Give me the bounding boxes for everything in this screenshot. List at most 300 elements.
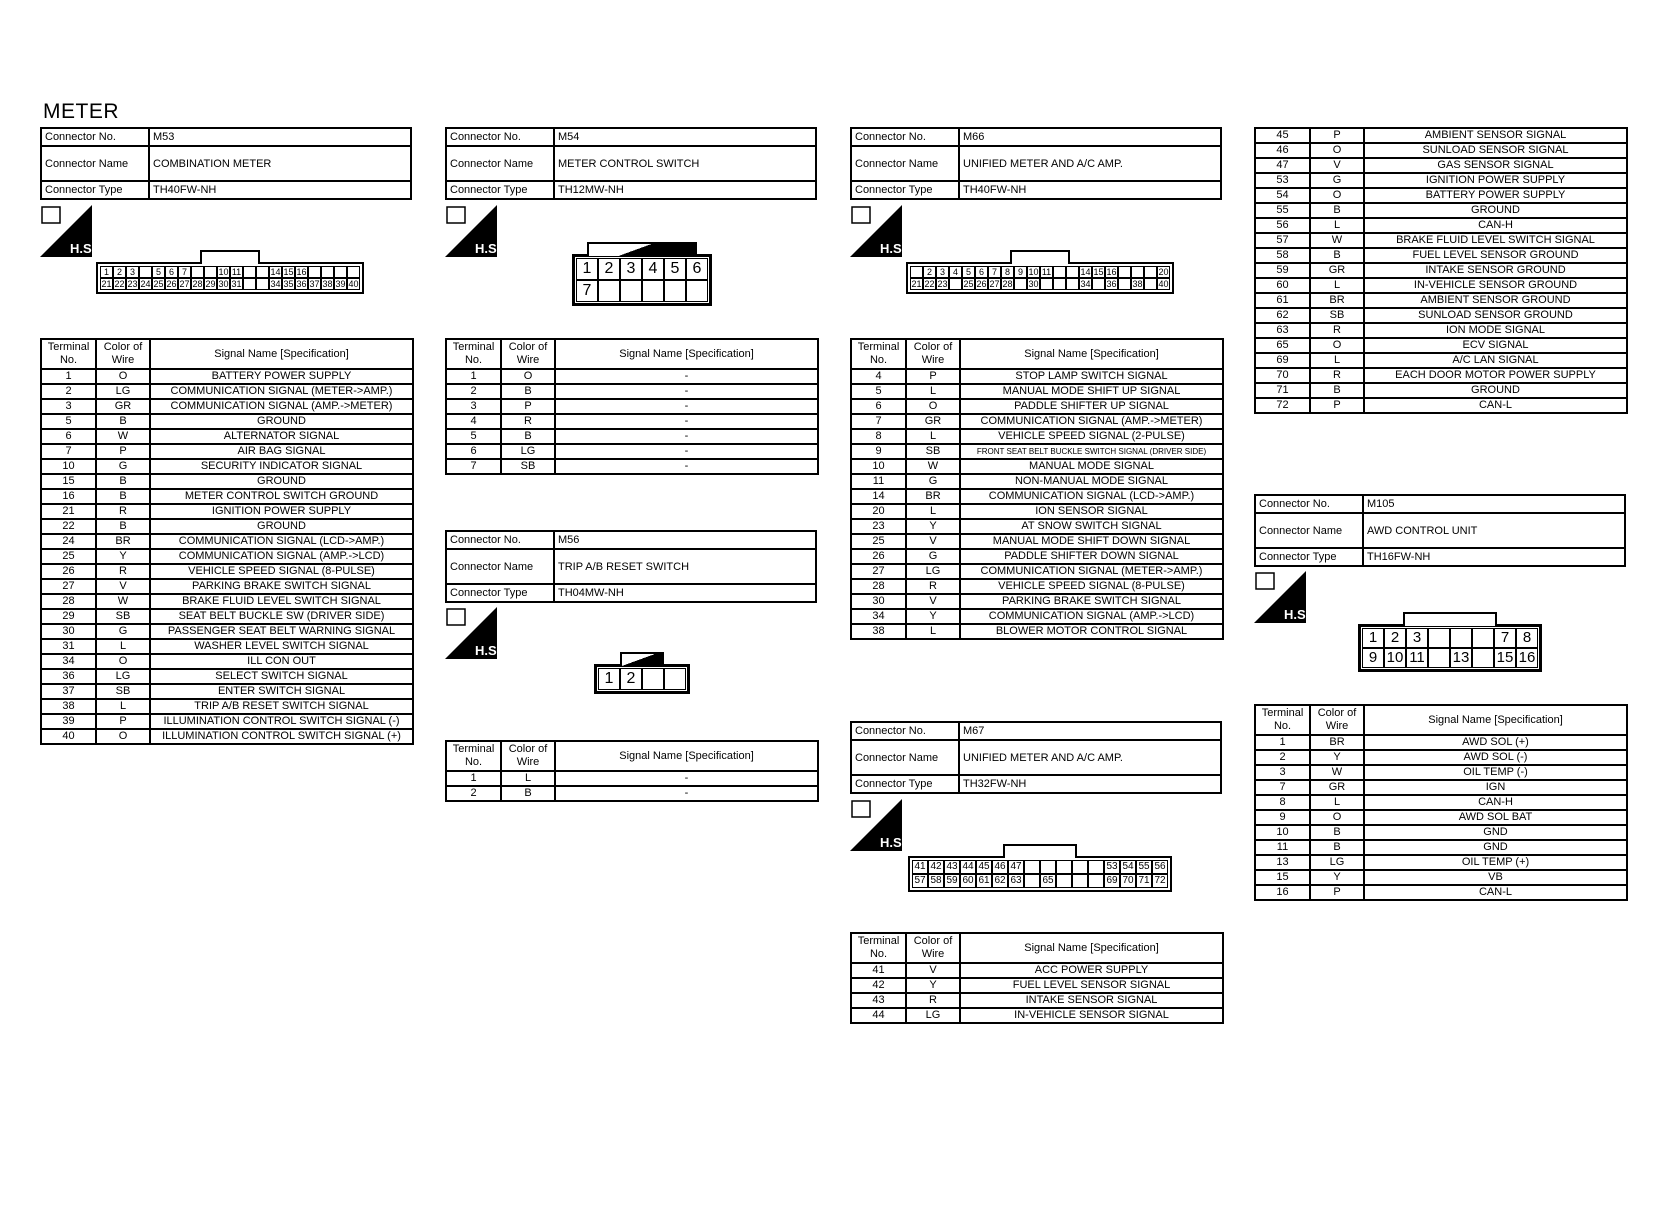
connector-pin: 34	[1080, 279, 1091, 289]
conn-type-value: TH12MW-NH	[554, 181, 816, 199]
connector-pin: 27	[989, 279, 1000, 289]
table-row	[41, 459, 413, 474]
connector-latch	[1003, 844, 1077, 858]
color-cell: B	[1310, 840, 1364, 855]
signal-cell: SECURITY INDICATOR SIGNAL	[150, 459, 413, 474]
color-cell: B	[96, 474, 150, 489]
terminal-cell: 22	[41, 519, 96, 534]
connector-pin: 15	[1093, 267, 1104, 277]
connector-pin: 23	[937, 279, 948, 289]
signal-cell: ILL CON OUT	[150, 654, 413, 669]
connector-pin	[949, 278, 962, 290]
connector-pin	[308, 266, 321, 278]
table-row	[41, 699, 413, 714]
m105-connector-diagram	[1356, 598, 1550, 676]
conn-no-label: Connector No.	[446, 128, 554, 146]
conn-type-label: Connector Type	[446, 181, 554, 199]
connector-pin: 5	[152, 266, 165, 278]
terminal-cell: 26	[41, 564, 96, 579]
terminal-cell: 10	[1255, 825, 1310, 840]
connector-pin: 59	[944, 874, 960, 888]
signal-cell: FRONT SEAT BELT BUCKLE SWITCH SIGNAL (DRIVER SIDE)	[960, 444, 1223, 459]
terminal-cell: 26	[851, 549, 906, 564]
color-cell: SB	[1310, 308, 1364, 323]
signal-cell: A/C LAN SIGNAL	[1364, 353, 1627, 368]
signal-cell: ENTER SWITCH SIGNAL	[150, 684, 413, 699]
signal-cell: IGN	[1364, 780, 1627, 795]
table-row	[851, 1008, 1223, 1023]
connector-pin	[664, 668, 686, 690]
connector-pin: 54	[1120, 860, 1136, 874]
table-row	[1255, 765, 1627, 780]
m66-connector-info	[850, 127, 1222, 200]
signal-cell: COMMUNICATION SIGNAL (LCD->AMP.)	[960, 489, 1223, 504]
connector-pin: 7	[988, 266, 1001, 278]
table-row	[41, 684, 413, 699]
terminal-cell: 2	[446, 786, 501, 801]
terminal-cell: 8	[1255, 795, 1310, 810]
connector-pin: 7	[1494, 628, 1516, 648]
connector-pin: 37	[309, 279, 320, 289]
connector-pin	[191, 266, 204, 278]
hs-label: H.S.	[880, 241, 906, 256]
connector-pin	[1472, 648, 1494, 668]
connector-pin: 16	[296, 267, 307, 277]
connector-pin: 41	[912, 860, 928, 874]
table-row	[1255, 885, 1627, 900]
color-cell: G	[906, 549, 960, 564]
table-row	[1255, 203, 1627, 218]
signal-cell: SELECT SWITCH SIGNAL	[150, 669, 413, 684]
color-cell: R	[501, 414, 555, 429]
color-cell: BR	[1310, 735, 1364, 750]
color-cell: O	[96, 729, 150, 744]
signal-cell: COMMUNICATION SIGNAL (AMP.->METER)	[960, 414, 1223, 429]
signal-cell: COMMUNICATION SIGNAL (AMP.->LCD)	[150, 549, 413, 564]
color-cell: P	[501, 399, 555, 414]
table-row	[1255, 128, 1627, 143]
signal-cell: -	[555, 399, 818, 414]
terminal-cell: 47	[1255, 158, 1310, 173]
signal-cell: TRIP A/B RESET SWITCH SIGNAL	[150, 699, 413, 714]
conn-type-value: TH40FW-NH	[959, 181, 1221, 199]
table-row	[1255, 233, 1627, 248]
connector-pin: 25	[963, 279, 974, 289]
color-cell: B	[96, 414, 150, 429]
terminal-cell: 54	[1255, 188, 1310, 203]
conn-name-value: METER CONTROL SWITCH	[554, 146, 816, 181]
connector-pin	[1053, 278, 1066, 290]
terminal-cell: 1	[446, 369, 501, 384]
m67-connector-info	[850, 721, 1222, 794]
connector-pin: 3	[936, 266, 949, 278]
terminal-cell: 6	[446, 444, 501, 459]
connector-pin	[243, 266, 256, 278]
color-cell: R	[96, 504, 150, 519]
connector-pin: 39	[335, 279, 346, 289]
color-cell: B	[1310, 203, 1364, 218]
connector-pin	[1072, 860, 1088, 874]
color-cell: L	[906, 624, 960, 639]
connector-pin	[1472, 628, 1494, 648]
connector-pin: 22	[114, 279, 125, 289]
color-cell: O	[1310, 810, 1364, 825]
signal-cell: ION MODE SIGNAL	[1364, 323, 1627, 338]
color-cell: W	[1310, 765, 1364, 780]
color-header: Color of Wire	[501, 741, 555, 771]
connector-pin: 28	[192, 279, 203, 289]
connector-pin	[1053, 266, 1066, 278]
connector-pin: 21	[911, 279, 922, 289]
color-cell: O	[96, 654, 150, 669]
color-cell: O	[1310, 338, 1364, 353]
color-cell: GR	[1310, 780, 1364, 795]
terminal-cell: 1	[1255, 735, 1310, 750]
terminal-cell: 25	[41, 549, 96, 564]
connector-pin: 22	[924, 279, 935, 289]
table-row	[41, 504, 413, 519]
connector-pin	[256, 266, 269, 278]
color-cell: P	[96, 714, 150, 729]
signal-cell: GROUND	[1364, 383, 1627, 398]
signal-cell: ILLUMINATION CONTROL SWITCH SIGNAL (-)	[150, 714, 413, 729]
m53-terminal-table	[40, 338, 414, 745]
table-row	[1255, 795, 1627, 810]
signal-cell: CAN-H	[1364, 218, 1627, 233]
connector-pin: 29	[205, 279, 216, 289]
signal-cell: AWD SOL (-)	[1364, 750, 1627, 765]
connector-pin: 14	[1080, 267, 1091, 277]
page-title: METER	[43, 100, 119, 123]
terminal-cell: 45	[1255, 128, 1310, 143]
signal-header: Signal Name [Specification]	[150, 339, 413, 369]
table-row	[41, 564, 413, 579]
terminal-cell: 30	[851, 594, 906, 609]
connector-pin: 60	[960, 874, 976, 888]
color-cell: L	[96, 639, 150, 654]
terminal-cell: 10	[41, 459, 96, 474]
table-row	[446, 444, 818, 459]
table-row	[41, 654, 413, 669]
signal-cell: -	[555, 429, 818, 444]
connector-pin	[1056, 860, 1072, 874]
signal-cell: PARKING BRAKE SWITCH SIGNAL	[960, 594, 1223, 609]
connector-pin: 55	[1136, 860, 1152, 874]
connector-pin: 47	[1008, 860, 1024, 874]
conn-no-value: M53	[149, 128, 411, 146]
connector-pin: 46	[992, 860, 1008, 874]
color-cell: O	[96, 369, 150, 384]
connector-pin: 1	[576, 258, 598, 280]
table-row	[851, 504, 1223, 519]
signal-cell: MANUAL MODE SHIFT UP SIGNAL	[960, 384, 1223, 399]
conn-name-value: UNIFIED METER AND A/C AMP.	[959, 740, 1221, 775]
color-cell: BR	[96, 534, 150, 549]
table-row	[851, 384, 1223, 399]
table-row	[851, 399, 1223, 414]
terminal-cell: 5	[851, 384, 906, 399]
table-row	[1255, 398, 1627, 413]
connector-pin: 35	[283, 279, 294, 289]
connector-pin: 11	[231, 267, 242, 277]
signal-cell: FUEL LEVEL SENSOR SIGNAL	[960, 978, 1223, 993]
connector-pin: 28	[1002, 279, 1013, 289]
connector-latch	[200, 250, 260, 264]
connector-pin: 61	[976, 874, 992, 888]
connector-pin	[1118, 278, 1131, 290]
terminal-cell: 69	[1255, 353, 1310, 368]
signal-header: Signal Name [Specification]	[960, 339, 1223, 369]
table-row	[1255, 840, 1627, 855]
signal-cell: CAN-H	[1364, 795, 1627, 810]
conn-name-value: COMBINATION METER	[149, 146, 411, 181]
signal-cell: GND	[1364, 825, 1627, 840]
color-cell: SB	[501, 459, 555, 474]
terminal-cell: 34	[41, 654, 96, 669]
connector-pin	[204, 266, 217, 278]
connector-pin: 36	[1106, 279, 1117, 289]
m66-terminal-table	[850, 338, 1224, 640]
terminal-cell: 3	[446, 399, 501, 414]
signal-cell: AIR BAG SIGNAL	[150, 444, 413, 459]
terminal-cell: 3	[41, 399, 96, 414]
color-cell: V	[906, 594, 960, 609]
table-row	[851, 549, 1223, 564]
color-cell: G	[96, 624, 150, 639]
conn-type-label: Connector Type	[851, 775, 959, 793]
m53-connector-info	[40, 127, 412, 200]
m67-section	[850, 721, 1222, 794]
harness-side-icon	[445, 607, 501, 659]
connector-pin	[1072, 874, 1088, 888]
connector-pin: 45	[976, 860, 992, 874]
connector-pin: 3	[126, 266, 139, 278]
connector-latch	[587, 242, 697, 256]
terminal-header: Terminal No.	[851, 933, 906, 963]
terminal-cell: 7	[851, 414, 906, 429]
hs-label: H.S.	[475, 643, 501, 658]
color-cell: GR	[906, 414, 960, 429]
terminal-cell: 38	[41, 699, 96, 714]
signal-header: Signal Name [Specification]	[1364, 705, 1627, 735]
conn-name-label: Connector Name	[446, 146, 554, 181]
table-row	[851, 579, 1223, 594]
conn-no-value: M54	[554, 128, 816, 146]
table-row	[446, 414, 818, 429]
connector-pin: 40	[348, 279, 359, 289]
color-cell: B	[96, 489, 150, 504]
terminal-cell: 27	[41, 579, 96, 594]
connector-pin: 23	[127, 279, 138, 289]
connector-pin	[664, 280, 686, 302]
conn-no-value: M56	[554, 531, 816, 549]
table-row	[851, 459, 1223, 474]
signal-cell: -	[555, 384, 818, 399]
connector-pin	[598, 280, 620, 302]
terminal-cell: 11	[851, 474, 906, 489]
harness-side-icon	[850, 799, 906, 851]
terminal-cell: 1	[41, 369, 96, 384]
conn-type-label: Connector Type	[1255, 548, 1363, 566]
terminal-cell: 28	[41, 594, 96, 609]
signal-cell: AWD SOL (+)	[1364, 735, 1627, 750]
table-row	[41, 624, 413, 639]
connector-pin	[321, 266, 334, 278]
terminal-cell: 61	[1255, 293, 1310, 308]
conn-type-value: TH16FW-NH	[1363, 548, 1625, 566]
terminal-cell: 57	[1255, 233, 1310, 248]
connector-pin: 20	[1158, 267, 1169, 277]
terminal-cell: 4	[446, 414, 501, 429]
signal-cell: PADDLE SHIFTER DOWN SIGNAL	[960, 549, 1223, 564]
signal-cell: BRAKE FLUID LEVEL SWITCH SIGNAL	[1364, 233, 1627, 248]
harness-side-icon	[850, 205, 906, 257]
terminal-cell: 20	[851, 504, 906, 519]
table-row	[851, 609, 1223, 624]
m54-connector-info	[445, 127, 817, 200]
connector-pin	[256, 278, 269, 290]
connector-pin	[910, 266, 923, 278]
connector-pin	[347, 266, 360, 278]
connector-pin: 16	[1106, 267, 1117, 277]
connector-pin: 10	[1384, 648, 1406, 668]
connector-pin	[1092, 278, 1105, 290]
table-row	[851, 624, 1223, 639]
color-header: Color of Wire	[906, 339, 960, 369]
connector-pin: 53	[1104, 860, 1120, 874]
signal-cell: VEHICLE SPEED SIGNAL (8-PULSE)	[150, 564, 413, 579]
signal-cell: NON-MANUAL MODE SIGNAL	[960, 474, 1223, 489]
connector-pin: 9	[1014, 266, 1027, 278]
color-cell: B	[1310, 248, 1364, 263]
color-cell: GR	[96, 399, 150, 414]
table-row	[1255, 383, 1627, 398]
signal-cell: IGNITION POWER SUPPLY	[150, 504, 413, 519]
connector-pin	[1428, 648, 1450, 668]
table-row	[41, 639, 413, 654]
connector-pin	[1024, 860, 1040, 874]
connector-pin	[1040, 278, 1053, 290]
m67-connector-diagram	[906, 836, 1188, 892]
connector-pin: 65	[1040, 874, 1056, 888]
conn-no-label: Connector No.	[1255, 495, 1363, 513]
conn-type-value: TH40FW-NH	[149, 181, 411, 199]
connector-pin	[1040, 860, 1056, 874]
signal-cell: IN-VEHICLE SENSOR SIGNAL	[960, 1008, 1223, 1023]
table-row	[41, 729, 413, 744]
terminal-header: Terminal No.	[446, 339, 501, 369]
connector-pin: 58	[928, 874, 944, 888]
color-cell: P	[1310, 128, 1364, 143]
connector-pin: 44	[960, 860, 976, 874]
color-cell: LG	[96, 669, 150, 684]
color-header: Color of Wire	[906, 933, 960, 963]
connector-pin: 21	[101, 279, 112, 289]
color-header: Color of Wire	[96, 339, 150, 369]
connector-pin: 2	[1384, 628, 1406, 648]
connector-pin: 14	[270, 267, 281, 277]
m105-terminal-table	[1254, 704, 1628, 901]
conn-name-label: Connector Name	[1255, 513, 1363, 548]
signal-cell: EACH DOOR MOTOR POWER SUPPLY	[1364, 368, 1627, 383]
connector-pin: 57	[912, 874, 928, 888]
connector-pin: 10	[1028, 267, 1039, 277]
color-cell: LG	[96, 384, 150, 399]
color-cell: L	[906, 504, 960, 519]
terminal-cell: 2	[41, 384, 96, 399]
color-cell: V	[1310, 158, 1364, 173]
connector-pin: 9	[1362, 648, 1384, 668]
connector-pin: 26	[166, 279, 177, 289]
connector-pin: 30	[218, 279, 229, 289]
terminal-cell: 6	[41, 429, 96, 444]
connector-pin: 8	[1001, 266, 1014, 278]
color-cell: B	[1310, 825, 1364, 840]
terminal-cell: 15	[1255, 870, 1310, 885]
color-cell: L	[1310, 218, 1364, 233]
terminal-cell: 65	[1255, 338, 1310, 353]
signal-cell: GND	[1364, 840, 1627, 855]
connector-pin: 38	[322, 279, 333, 289]
connector-latch	[620, 652, 664, 666]
signal-header: Signal Name [Specification]	[555, 339, 818, 369]
table-row	[851, 519, 1223, 534]
table-row	[851, 369, 1223, 384]
m66-section	[850, 127, 1222, 200]
table-row	[446, 399, 818, 414]
color-cell: L	[501, 771, 555, 786]
connector-pin: 11	[1406, 648, 1428, 668]
signal-cell: MANUAL MODE SIGNAL	[960, 459, 1223, 474]
terminal-cell: 10	[851, 459, 906, 474]
conn-type-label: Connector Type	[446, 584, 554, 602]
terminal-cell: 1	[446, 771, 501, 786]
connector-pin: 1	[100, 266, 113, 278]
conn-no-value: M67	[959, 722, 1221, 740]
table-row	[41, 519, 413, 534]
terminal-cell: 38	[851, 624, 906, 639]
color-cell: V	[906, 534, 960, 549]
hs-label: H.S.	[475, 241, 501, 256]
connector-pin: 8	[1516, 628, 1538, 648]
terminal-cell: 42	[851, 978, 906, 993]
color-cell: B	[501, 786, 555, 801]
table-row	[41, 414, 413, 429]
signal-cell: PASSENGER SEAT BELT WARNING SIGNAL	[150, 624, 413, 639]
signal-cell: ALTERNATOR SIGNAL	[150, 429, 413, 444]
signal-header: Signal Name [Specification]	[960, 933, 1223, 963]
terminal-header: Terminal No.	[446, 741, 501, 771]
table-row	[1255, 368, 1627, 383]
m53-connector-diagram	[96, 248, 378, 294]
color-cell: BR	[1310, 293, 1364, 308]
signal-cell: OIL TEMP (+)	[1364, 855, 1627, 870]
connector-pin: 70	[1120, 874, 1136, 888]
conn-name-value: AWD CONTROL UNIT	[1363, 513, 1625, 548]
signal-cell: BLOWER MOTOR CONTROL SIGNAL	[960, 624, 1223, 639]
color-cell: W	[906, 459, 960, 474]
color-cell: R	[906, 579, 960, 594]
terminal-cell: 14	[851, 489, 906, 504]
connector-pin: 38	[1132, 279, 1143, 289]
connector-pin	[686, 280, 708, 302]
connector-pin	[139, 266, 152, 278]
signal-cell: OIL TEMP (-)	[1364, 765, 1627, 780]
terminal-cell: 60	[1255, 278, 1310, 293]
signal-cell: BATTERY POWER SUPPLY	[150, 369, 413, 384]
conn-type-label: Connector Type	[41, 181, 149, 199]
connector-pin	[1428, 628, 1450, 648]
